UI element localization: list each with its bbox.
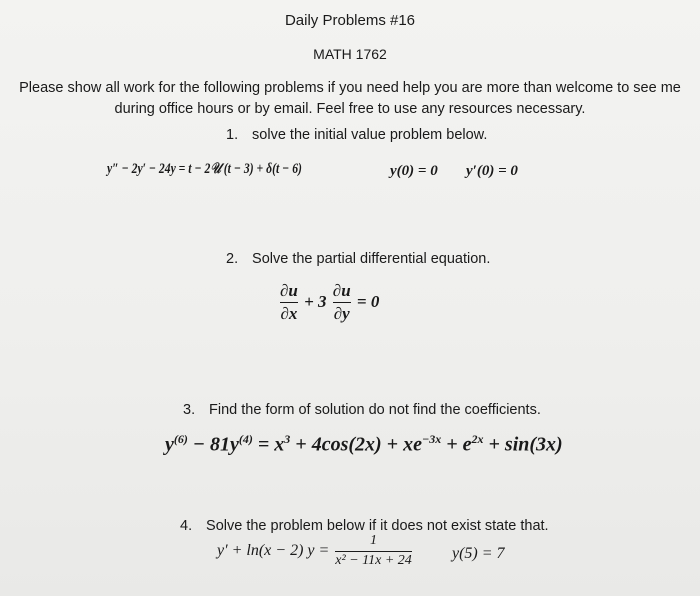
- fraction-denominator: x² − 11x + 24: [335, 552, 412, 568]
- eq-superscript: 3: [284, 432, 291, 446]
- problem-1-text: solve the initial value problem below.: [252, 127, 488, 143]
- fraction-bar: [333, 302, 351, 303]
- instructions-line-2: during office hours or by email. Feel free to use any resources necessary.: [114, 101, 586, 117]
- fraction-denominator: ∂x: [280, 303, 298, 323]
- eq-term: y: [165, 433, 174, 456]
- fraction-numerator: 1: [370, 533, 378, 548]
- problem-3-text: Find the form of solution do not find the coefficients.: [209, 402, 541, 418]
- fraction-bar: [335, 551, 411, 552]
- instructions: [0, 78, 700, 120]
- problem-3-equation: [165, 432, 563, 457]
- equation-lhs: y′ + ln(x − 2) y =: [217, 542, 330, 560]
- page-title: Daily Problems #16: [284, 12, 416, 29]
- fraction-numerator: ∂u: [332, 281, 351, 300]
- problem-2-equation: [280, 282, 381, 323]
- problem-1-number: 1.: [226, 127, 239, 143]
- eq-superscript: (6): [173, 432, 188, 446]
- plus-coefficient: + 3: [304, 292, 327, 312]
- problem-3-number: 3.: [183, 402, 196, 418]
- eq-term: + sin(3x): [483, 433, 563, 456]
- problem-4-condition: y(5) = 7: [452, 545, 505, 562]
- problem-4-heading: [180, 518, 549, 534]
- fraction-numerator: ∂u: [280, 281, 298, 300]
- problem-3-heading: [183, 402, 541, 418]
- problem-4-number: 4.: [180, 518, 193, 534]
- problem-1-heading: [226, 127, 487, 143]
- problem-2-number: 2.: [226, 251, 239, 267]
- eq-superscript: 2x: [471, 432, 484, 446]
- problem-1-condition-2: y′(0) = 0: [466, 163, 518, 179]
- instructions-line-1: Please show all work for the following problems if you need help you are more than welcome to see me: [19, 80, 681, 96]
- eq-term: − 81y: [187, 433, 239, 456]
- problem-4-equation: [215, 534, 412, 568]
- course-code: MATH 1762: [313, 46, 387, 62]
- problem-1-condition-1: y(0) = 0: [390, 163, 438, 179]
- eq-superscript: −3x: [421, 432, 442, 446]
- problem-2-heading: [226, 251, 490, 267]
- problem-1-equation: y″ − 2y′ − 24y = t − 2𝒰 (t − 3) + δ(t − 6): [107, 161, 302, 177]
- partial-u-x-fraction: [280, 282, 298, 323]
- partial-u-y-fraction: [333, 282, 351, 323]
- eq-term: + e: [441, 433, 472, 456]
- fraction-bar: [280, 302, 298, 303]
- equals-zero: = 0: [356, 292, 380, 312]
- rhs-fraction: [335, 534, 411, 568]
- eq-term: + 4cos(2x) + xe: [290, 433, 422, 456]
- eq-superscript: (4): [238, 432, 253, 446]
- problem-4-text: Solve the problem below if it does not exist state that.: [206, 518, 549, 534]
- eq-term: = x: [252, 433, 285, 456]
- fraction-denominator: ∂y: [333, 303, 350, 323]
- problem-2-text: Solve the partial differential equation.: [252, 251, 491, 267]
